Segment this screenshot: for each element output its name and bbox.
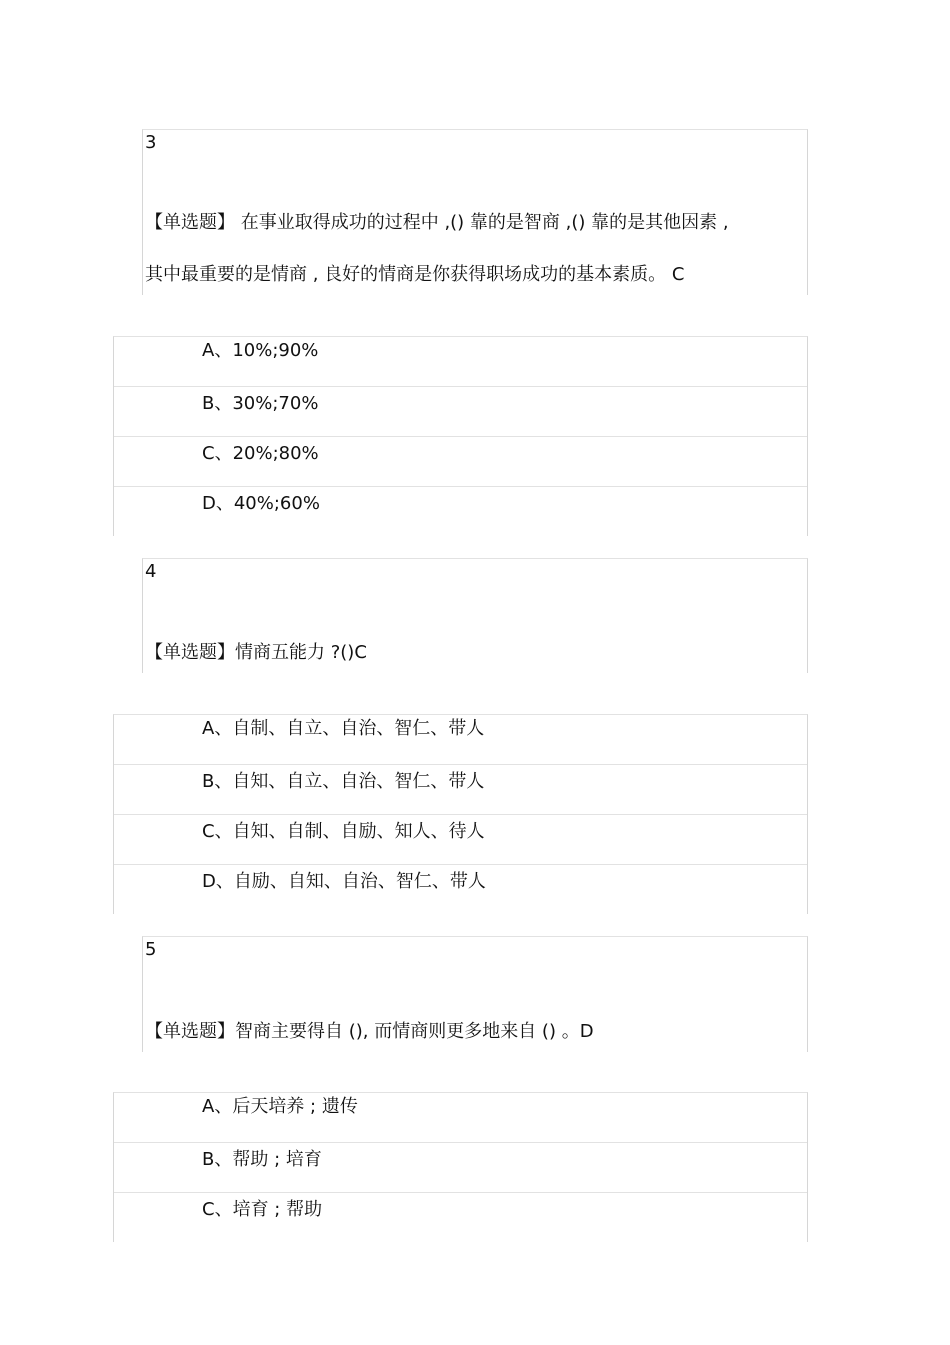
question-number: 3: [145, 132, 157, 153]
option-label: B、30%;70%: [202, 393, 319, 414]
question-3-options: [113, 336, 808, 536]
question-number: 4: [145, 561, 157, 582]
option-a[interactable]: [114, 715, 807, 765]
option-b[interactable]: [114, 1143, 807, 1193]
question-text-line1: 【单选题】 在事业取得成功的过程中 ,() 靠的是智商 ,() 靠的是其他因素 ,: [145, 212, 729, 233]
option-label: D、40%;60%: [202, 493, 320, 514]
option-label: A、后天培养 ; 遗传: [202, 1096, 358, 1117]
question-4-options: [113, 714, 808, 914]
question-number: 5: [145, 939, 157, 960]
option-label: C、培育 ; 帮助: [202, 1199, 323, 1220]
option-label: A、10%;90%: [202, 340, 319, 361]
option-label: A、自制、自立、自治、智仁、带人: [202, 718, 485, 739]
option-c[interactable]: [114, 437, 807, 487]
option-d[interactable]: [114, 865, 807, 914]
option-a[interactable]: [114, 337, 807, 387]
option-d[interactable]: [114, 487, 807, 536]
question-5-box: [142, 936, 808, 1052]
question-5-options: [113, 1092, 808, 1242]
option-c[interactable]: [114, 815, 807, 865]
question-text-line1: 【单选题】智商主要得自 (), 而情商则更多地来自 () 。D: [145, 1021, 594, 1042]
option-label: B、帮助 ; 培育: [202, 1149, 322, 1170]
question-4-box: [142, 558, 808, 673]
question-3-box: [142, 129, 808, 295]
question-text-line2: 其中最重要的是情商 , 良好的情商是你获得职场成功的基本素质。 C: [145, 264, 685, 285]
option-label: C、20%;80%: [202, 443, 319, 464]
option-label: C、自知、自制、自励、知人、待人: [202, 821, 485, 842]
option-b[interactable]: [114, 765, 807, 815]
option-a[interactable]: [114, 1093, 807, 1143]
question-text-line1: 【单选题】情商五能力 ?()C: [145, 642, 367, 663]
option-label: D、自励、自知、自治、智仁、带人: [202, 871, 486, 892]
option-c[interactable]: [114, 1193, 807, 1242]
option-b[interactable]: [114, 387, 807, 437]
option-label: B、自知、自立、自治、智仁、带人: [202, 771, 485, 792]
